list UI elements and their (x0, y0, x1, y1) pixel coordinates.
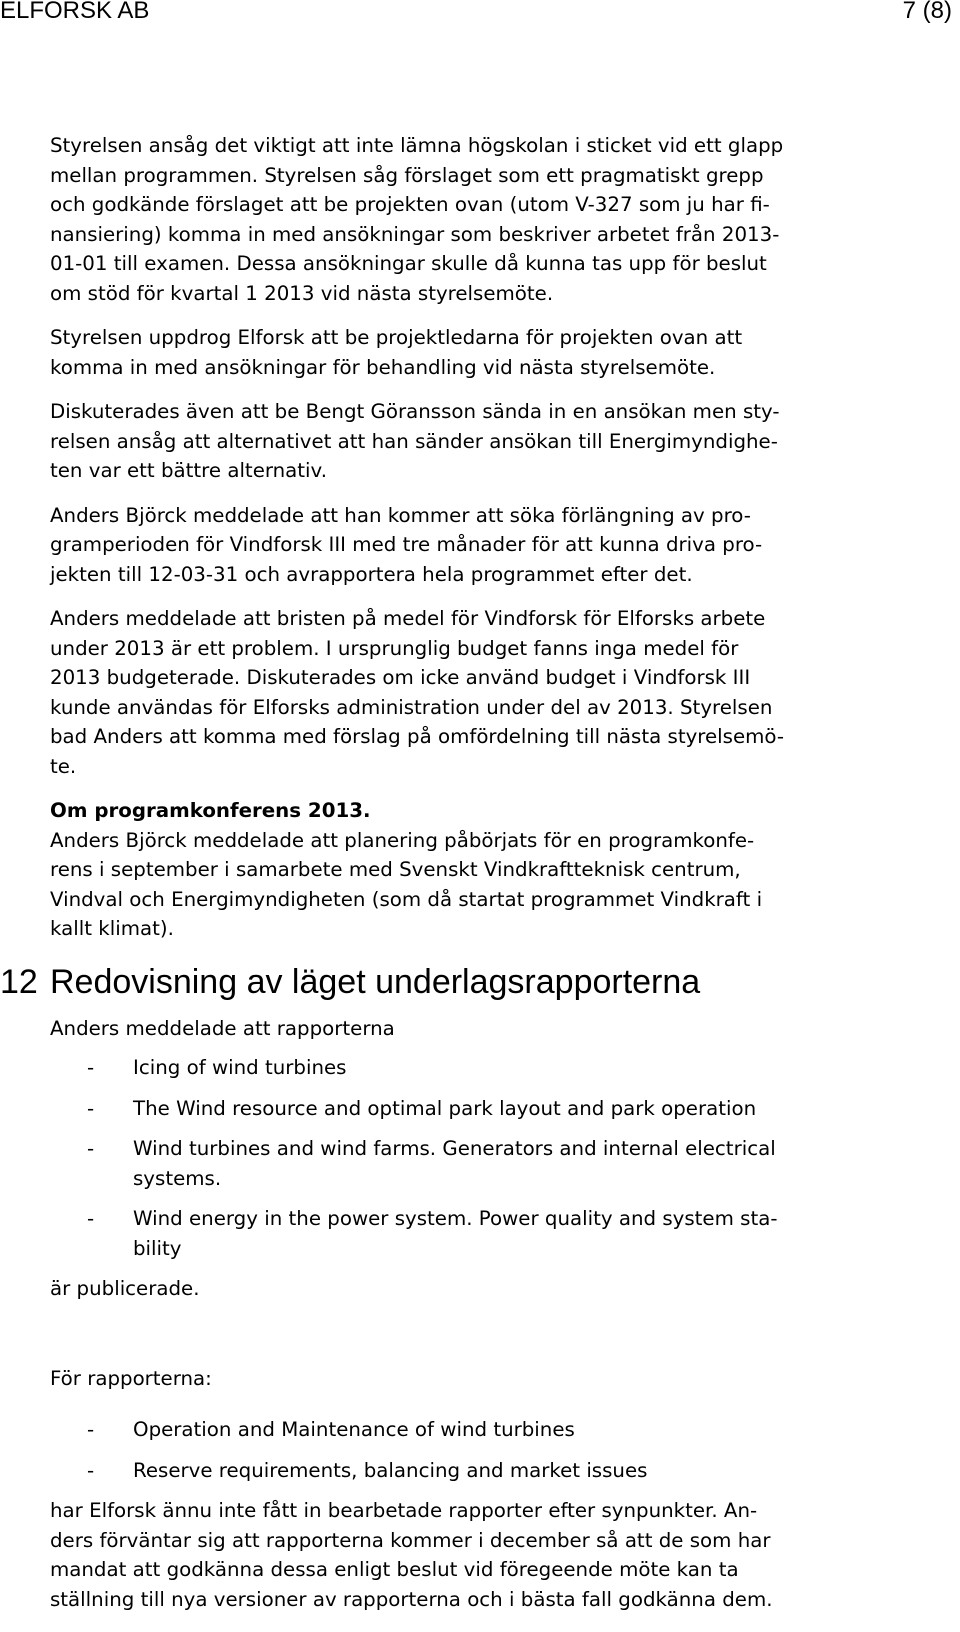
paragraph-board-decision: Styrelsen ansåg det viktigt att inte lämna högskolan i sticket vid ett glapp mellan programmen. Styrelsen såg förslaget som ett pragmatiskt grepp och godkände förslaget att be projekten ovan (utom V-327 som ju har fi- nansiering) komma in med ansökningar som beskriver arbetet från 2013- 01-01 till examen. Dessa ansökningar skulle då kunna tas upp för beslut om stöd för kvartal 1 2013 vid nästa styrelsemöte. (50, 134, 784, 305)
paragraph-budget-issue: Anders meddelade att bristen på medel för Vindforsk för Elforsks arbete under 2013 är ett problem. I ursprunglig budget fanns inga medel för 2013 budgeterade. Diskuterades om icke använd budget i Vindforsk III kunde användas för Elforsks administration under del av 2013. Styrelsen bad Anders att komma med förslag på omfördelning till nästa styrelsemö- te. (50, 607, 784, 778)
paragraph-board-assignment: Styrelsen uppdrog Elforsk att be projektledarna för projekten ovan att komma in med ansökningar för behandling vid nästa styrelsemöte. (50, 326, 743, 379)
list-item: - The Wind resource and optimal park layout and park operation (50, 1094, 940, 1124)
header-organization: ELFORSK AB (0, 0, 150, 24)
published-reports-list (50, 1053, 940, 1263)
list-item: - Wind energy in the power system. Power quality and system sta- bility (50, 1204, 940, 1263)
published-outro: är publicerade. (50, 1277, 200, 1300)
list-item: - Wind turbines and wind farms. Generators and internal electrical systems. (50, 1134, 940, 1193)
document-body (0, 131, 940, 1629)
section-title: Redovisning av läget underlagsrapporterna (50, 962, 701, 1001)
section-heading (0, 960, 940, 1004)
subheading-program-conference: Om programkonferens 2013. (50, 799, 371, 822)
paragraph-program-conference: Anders Björck meddelade att planering påbörjats för en programkonfe- rens i september i samarbete med Svenskt Vindkraftteknisk centrum, Vindval och Energimyndigheten (som då startat programmet Vindkraft i kallt klimat). (50, 828, 763, 940)
pending-intro: För rapporterna: (50, 1366, 212, 1390)
reports-intro: Anders meddelade att rapporterna (50, 1016, 395, 1040)
final-paragraph: har Elforsk ännu inte fått in bearbetade rapporter efter synpunkter. An- ders förväntar sig att rapporterna kommer i december så att de som har mandat att godkänna dessa enligt beslut vid föregeende möte kan ta ställning till nya versioner av rapporterna och i bästa fall godkänna dem. (50, 1499, 773, 1611)
list-item: - Operation and Maintenance of wind turbines (50, 1415, 940, 1445)
pending-reports-list (50, 1415, 940, 1485)
section-number: 12 (0, 962, 38, 1001)
paragraph-program-extension: Anders Björck meddelade att han kommer att söka förlängning av pro- gramperioden för Vindforsk III med tre månader för att kunna driva pro- jekten till 12-03-31 och avrapportera hela programmet efter det. (50, 503, 763, 586)
spacer (50, 1319, 940, 1364)
page-header (0, 0, 960, 30)
list-item: - Icing of wind turbines (50, 1053, 940, 1083)
list-item: - Reserve requirements, balancing and market issues (50, 1456, 940, 1486)
paragraph-discussion-goransson: Diskuterades även att be Bengt Göransson sända in en ansökan men sty- relsen ansåg att alternativet att han sänder ansökan till Energimyndighe- ten var ett bättre alternativ. (50, 400, 780, 482)
header-page-number: 7 (8) (902, 0, 952, 24)
